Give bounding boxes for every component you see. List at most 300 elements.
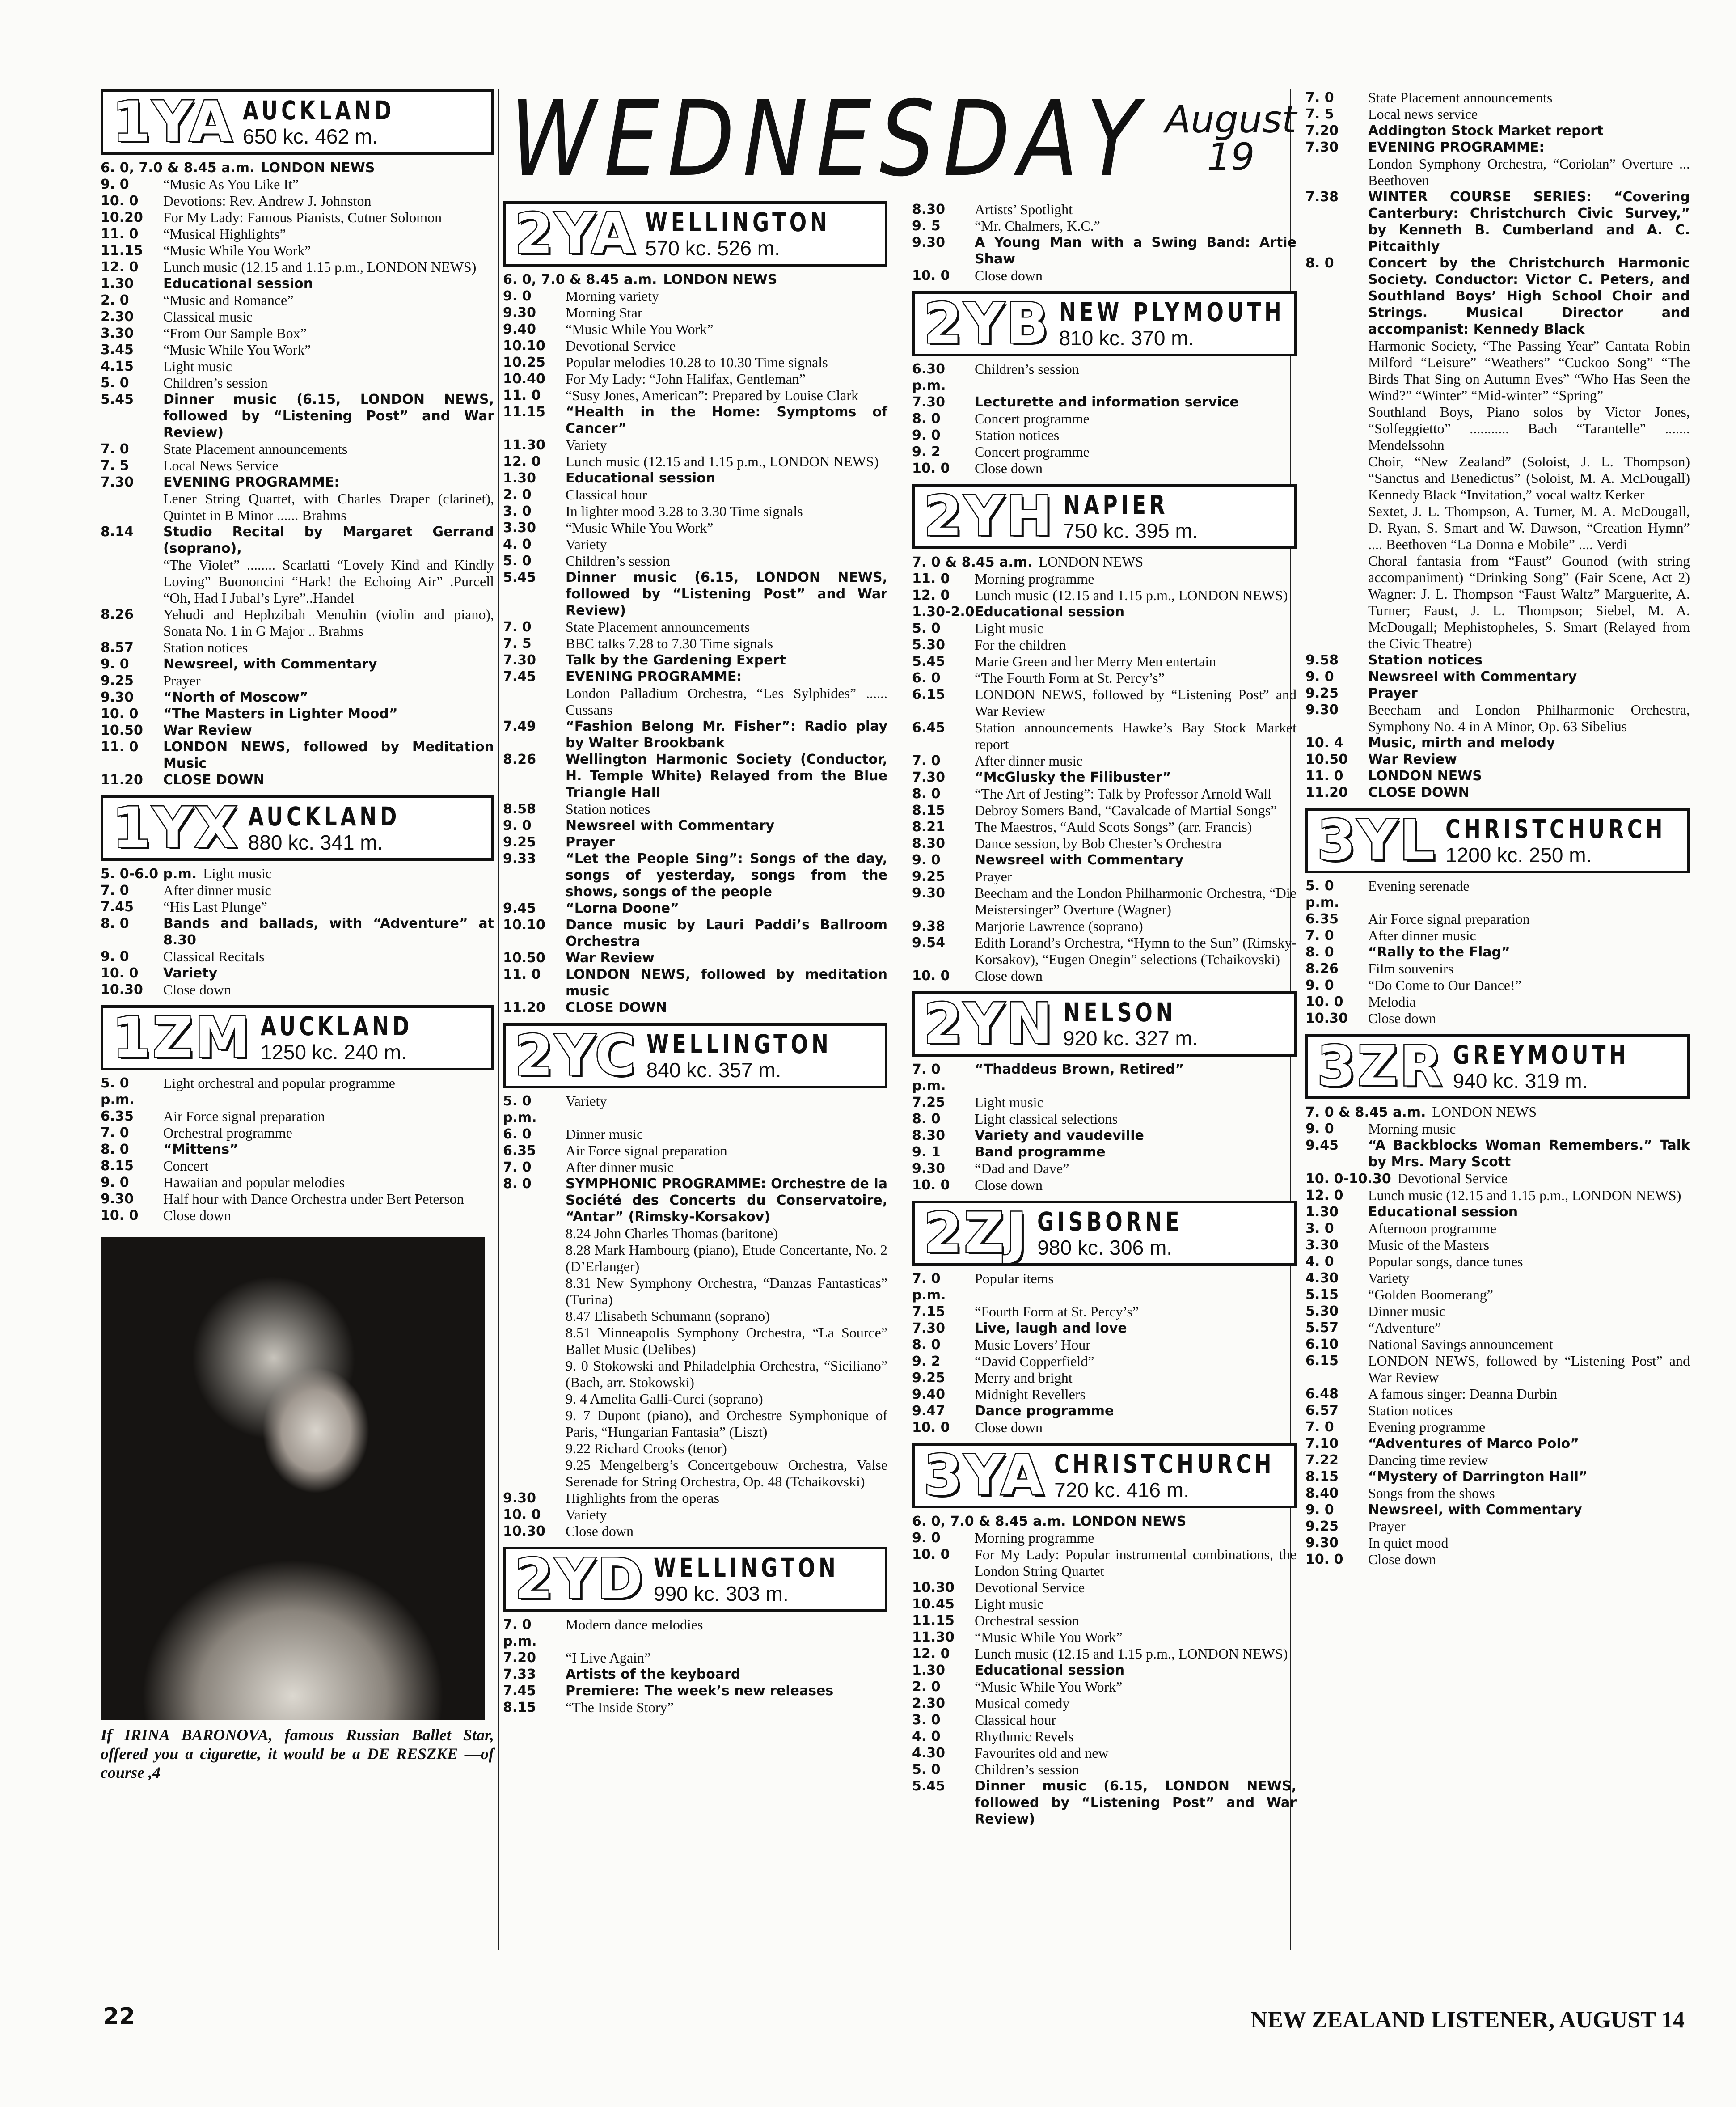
programme-time: 7.38 bbox=[1305, 189, 1339, 205]
programme-description: Marie Green and her Merry Men entertain bbox=[975, 653, 1216, 669]
station-call-sign: 2YA bbox=[515, 202, 637, 266]
programme-description: Rhythmic Revels bbox=[975, 1728, 1074, 1744]
programme-row bbox=[912, 1386, 1297, 1403]
programme-time: 8.58 bbox=[503, 801, 536, 817]
programme-time: 7.15 bbox=[912, 1304, 946, 1320]
programme-list bbox=[1305, 1104, 1690, 1568]
programme-row bbox=[912, 1629, 1297, 1646]
programme-description: A Young Man with a Swing Band: Artie Shaw bbox=[975, 235, 1297, 267]
programme-description: Classical music bbox=[163, 309, 253, 325]
programme-row bbox=[1305, 1237, 1690, 1253]
station-header bbox=[912, 1201, 1297, 1266]
programme-row bbox=[503, 1523, 887, 1540]
programme-description: “Music While You Work” bbox=[975, 1629, 1123, 1645]
programme-time bbox=[503, 1440, 566, 1457]
programme-description: Hawaiian and popular melodies bbox=[163, 1174, 345, 1190]
programme-time: 10. 0 bbox=[912, 1420, 950, 1435]
programme-row bbox=[1305, 89, 1690, 106]
programme-row bbox=[912, 918, 1297, 935]
programme-description: London Symphony Orchestra, “Coriolan” Overture ... Beethoven bbox=[1368, 156, 1690, 188]
programme-row bbox=[1305, 1303, 1690, 1320]
programme-description: LONDON NEWS bbox=[1072, 1514, 1187, 1529]
station-city: NAPIER bbox=[1063, 489, 1169, 520]
programme-row bbox=[1305, 156, 1690, 189]
programme-description: Marjorie Lawrence (soprano) bbox=[975, 918, 1143, 934]
date-label bbox=[1165, 97, 1297, 179]
programme-time: 7.10 bbox=[1305, 1436, 1339, 1451]
programme-description: Variety bbox=[163, 965, 218, 981]
programme-row bbox=[503, 1683, 887, 1699]
programme-description: Close down bbox=[1368, 1010, 1436, 1026]
programme-description: Classical hour bbox=[975, 1712, 1056, 1728]
programme-description: Variety bbox=[566, 1506, 607, 1523]
programme-list bbox=[101, 159, 494, 788]
programme-description: LONDON NEWS, followed by Meditation Music bbox=[163, 739, 494, 771]
programme-time: 5.45 bbox=[503, 570, 536, 585]
programme-description: Lener String Quartet, with Charles Draper (clarinet), Quintet in B Minor ...... Brahms bbox=[163, 491, 494, 523]
programme-description: Local news service bbox=[1368, 106, 1478, 122]
programme-row bbox=[503, 817, 887, 834]
programme-time: 9. 0 bbox=[912, 427, 941, 443]
programme-list bbox=[503, 271, 887, 1016]
programme-description: Children’s session bbox=[163, 375, 268, 391]
programme-description: Close down bbox=[975, 460, 1043, 476]
programme-description: Light classical selections bbox=[975, 1111, 1118, 1127]
programme-row bbox=[101, 965, 494, 982]
programme-description: Dinner music (6.15, LONDON NEWS, followed by “Listening Post” and War Review) bbox=[566, 570, 887, 618]
programme-description: War Review bbox=[1368, 752, 1457, 767]
programme-time: 7.30 bbox=[912, 394, 946, 410]
station-city: NEW PLYMOUTH bbox=[1059, 296, 1285, 327]
programme-list bbox=[1305, 878, 1690, 1027]
programme-description: Choral fantasia from “Faust” Gounod (with string accompaniment) “Drinking Song” (Fair Scene, Act 2) Wagner: J. L. Thompson “Faust Waltz” Marguerite, A. Turner; Faust, J. L. Thompson; Siebel, M. A. McDougall; Mephistopheles, S. Smart (Relayed from the Civic Theatre) bbox=[1368, 553, 1690, 652]
programme-time: 1.30-2.0 bbox=[912, 604, 975, 620]
programme-description: “His Last Plunge” bbox=[163, 899, 267, 915]
programme-row bbox=[503, 1391, 887, 1407]
programme-time bbox=[503, 1225, 566, 1242]
programme-row bbox=[1305, 977, 1690, 994]
advert-mark: ,4 bbox=[148, 1764, 161, 1781]
programme-time: 9. 2 bbox=[912, 444, 941, 460]
programme-row bbox=[101, 1207, 494, 1224]
programme-time: 1.30 bbox=[503, 470, 536, 486]
programme-description: Modern dance melodies bbox=[566, 1616, 703, 1633]
programme-time: 6. 0 bbox=[503, 1126, 532, 1142]
programme-time: 3. 0 bbox=[1305, 1221, 1334, 1236]
programme-time bbox=[503, 1242, 566, 1275]
programme-time: 9.30 bbox=[912, 235, 946, 250]
programme-description: “Music and Romance” bbox=[163, 292, 294, 308]
programme-time: 7.20 bbox=[1305, 123, 1339, 139]
programme-row bbox=[503, 1666, 887, 1683]
programme-description: Educational session bbox=[1368, 1204, 1518, 1220]
programme-time: 9. 0 bbox=[1305, 977, 1334, 993]
programme-description: State Placement announcements bbox=[1368, 89, 1553, 106]
programme-time: 11. 0 bbox=[503, 388, 541, 403]
station-3ya-continued bbox=[1305, 89, 1690, 801]
programme-time: 10. 0 bbox=[912, 461, 950, 476]
programme-description: “Fashion Belong Mr. Fisher”: Radio play by Walter Brookbank bbox=[566, 719, 887, 751]
programme-row bbox=[1305, 735, 1690, 751]
programme-time: 8.15 bbox=[1305, 1469, 1339, 1485]
programme-time: 7. 0 bbox=[503, 1159, 532, 1175]
programme-time: 6.10 bbox=[1305, 1337, 1339, 1352]
programme-description: “Mystery of Darrington Hall” bbox=[1368, 1469, 1588, 1485]
advert-caption bbox=[101, 1726, 494, 1782]
programme-time: 7.30 bbox=[101, 474, 134, 490]
station-frequency: 720 kc. 416 m. bbox=[1054, 1478, 1189, 1502]
programme-description: “David Copperfield” bbox=[975, 1353, 1094, 1369]
programme-description: “I Live Again” bbox=[566, 1650, 651, 1666]
column-3 bbox=[912, 197, 1297, 1835]
programme-time: 6.15 bbox=[912, 687, 946, 702]
programme-time: 10.30 bbox=[101, 982, 143, 998]
station-2yd bbox=[503, 1547, 887, 1716]
programme-description: “Adventure” bbox=[1368, 1320, 1441, 1336]
programme-time: 7. 0 bbox=[101, 1125, 129, 1141]
programme-row bbox=[101, 259, 494, 275]
programme-time: 11.15 bbox=[912, 1613, 955, 1629]
programme-description: BBC talks 7.28 to 7.30 Time signals bbox=[566, 635, 773, 652]
programme-time: 9. 0 bbox=[1305, 1121, 1334, 1137]
programme-list bbox=[101, 1075, 494, 1224]
advert-caption-text: If IRINA BARONOVA, famous Russian Ballet Star, offered you a cigarette, it would be a DE RESZKE —of course bbox=[101, 1726, 494, 1781]
programme-time: 11.20 bbox=[1305, 785, 1348, 800]
programme-time: 9.30 bbox=[503, 1490, 536, 1506]
programme-time: 8. 0 bbox=[912, 1111, 941, 1127]
programme-time: 5.30 bbox=[912, 637, 946, 653]
programme-description: Prayer bbox=[566, 834, 615, 850]
programme-description: “Fourth Form at St. Percy’s” bbox=[975, 1303, 1139, 1320]
programme-time: 7.30 bbox=[912, 1320, 946, 1336]
station-header bbox=[101, 795, 494, 861]
programme-row bbox=[101, 159, 494, 176]
programme-description: “Golden Boomerang” bbox=[1368, 1286, 1493, 1303]
programme-row bbox=[503, 1457, 887, 1490]
programme-row bbox=[912, 620, 1297, 637]
programme-description: 9. 0 Stokowski and Philadelphia Orchestra, “Siciliano” (Bach, arr. Stokowski) bbox=[566, 1358, 887, 1390]
programme-time: 8. 0 bbox=[912, 411, 941, 427]
programme-row bbox=[101, 176, 494, 193]
station-info bbox=[1451, 1041, 1687, 1092]
programme-time: 11.30 bbox=[912, 1629, 955, 1645]
station-info bbox=[1052, 1450, 1337, 1501]
station-city: WELLINGTON bbox=[654, 1552, 839, 1583]
programme-row bbox=[912, 1596, 1297, 1612]
station-call-sign: 1YX bbox=[112, 796, 239, 860]
programme-description: Music Lovers’ Hour bbox=[975, 1337, 1090, 1353]
programme-description: Station notices bbox=[163, 639, 248, 656]
programme-time: 8.26 bbox=[1305, 961, 1339, 977]
station-1ya bbox=[101, 89, 494, 788]
programme-row bbox=[503, 371, 887, 387]
station-call-sign: 1ZM bbox=[112, 1006, 252, 1070]
programme-time: 10. 0 bbox=[912, 1547, 950, 1562]
programme-time: 9.47 bbox=[912, 1403, 946, 1419]
programme-time: 9.40 bbox=[503, 322, 536, 337]
programme-row bbox=[503, 1490, 887, 1506]
programme-row bbox=[912, 1127, 1297, 1144]
programme-row bbox=[912, 1177, 1297, 1193]
programme-row bbox=[912, 1370, 1297, 1386]
programme-row bbox=[503, 1225, 887, 1242]
programme-description: Children’s session bbox=[566, 553, 670, 569]
programme-time: 6.15 bbox=[1305, 1353, 1339, 1369]
programme-description: Lunch music (12.15 and 1.15 p.m., LONDON NEWS) bbox=[1368, 1187, 1681, 1203]
station-1yx bbox=[101, 795, 494, 998]
programme-description: LONDON NEWS bbox=[1432, 1104, 1537, 1120]
programme-description: For My Lady: Famous Pianists, Cutner Solomon bbox=[163, 209, 442, 225]
programme-row bbox=[912, 1612, 1297, 1629]
programme-time: 9. 0 bbox=[101, 177, 129, 192]
programme-time bbox=[101, 491, 163, 524]
programme-description: Classical hour bbox=[566, 487, 647, 503]
programme-row bbox=[912, 587, 1297, 604]
station-call-sign: 3YL bbox=[1317, 808, 1437, 873]
programme-row bbox=[1305, 702, 1690, 735]
programme-row bbox=[912, 968, 1297, 984]
station-frequency: 920 kc. 327 m. bbox=[1063, 1026, 1198, 1050]
programme-time: 10.50 bbox=[1305, 752, 1348, 767]
programme-row bbox=[101, 342, 494, 358]
programme-time: 9.25 bbox=[1305, 1519, 1339, 1534]
station-city: GREYMOUTH bbox=[1453, 1039, 1630, 1070]
programme-description: After dinner music bbox=[566, 1159, 674, 1175]
programme-row bbox=[1305, 1502, 1690, 1518]
programme-time: 7. 0 bbox=[912, 753, 941, 769]
programme-description: Close down bbox=[975, 968, 1043, 984]
programme-description: Devotional Service bbox=[975, 1579, 1085, 1595]
programme-description: Morning programme bbox=[975, 1530, 1094, 1546]
programme-description: Local News Service bbox=[163, 457, 279, 474]
station-city: NELSON bbox=[1063, 997, 1177, 1028]
programme-description: Variety and vaudeville bbox=[975, 1128, 1144, 1143]
programme-time: 9. 0 bbox=[101, 656, 129, 672]
programme-row bbox=[503, 850, 887, 900]
programme-row bbox=[101, 1191, 494, 1207]
programme-row bbox=[1305, 106, 1690, 123]
programme-description: War Review bbox=[566, 950, 655, 966]
programme-description: Close down bbox=[975, 267, 1043, 283]
programme-description: Variety bbox=[566, 536, 607, 552]
programme-row bbox=[101, 358, 494, 375]
programme-description: For My Lady: Popular instrumental combinations, the London String Quartet bbox=[975, 1546, 1297, 1579]
programme-time: 6.35 bbox=[1305, 911, 1339, 927]
programme-row bbox=[1305, 927, 1690, 944]
programme-description: Addington Stock Market report bbox=[1368, 123, 1604, 139]
programme-row bbox=[1305, 1535, 1690, 1551]
programme-time: 10.10 bbox=[503, 917, 545, 933]
programme-description: EVENING PROGRAMME: bbox=[163, 474, 340, 490]
programme-time bbox=[1305, 404, 1368, 453]
programme-time: 9.45 bbox=[1305, 1138, 1339, 1153]
programme-description: Morning programme bbox=[975, 571, 1094, 587]
programme-row bbox=[912, 444, 1297, 460]
programme-description: Lecturette and information service bbox=[975, 394, 1239, 410]
programme-description: State Placement announcements bbox=[163, 441, 348, 457]
programme-description: 8.47 Elisabeth Schumann (soprano) bbox=[566, 1308, 770, 1324]
station-3ya bbox=[912, 1443, 1297, 1828]
programme-row bbox=[1305, 1435, 1690, 1452]
programme-row bbox=[503, 1699, 887, 1716]
programme-time: 9. 0 bbox=[912, 1530, 941, 1546]
station-info bbox=[643, 208, 885, 259]
programme-description: Prayer bbox=[975, 868, 1012, 884]
programme-description: Film souvenirs bbox=[1368, 960, 1454, 977]
programme-row bbox=[101, 557, 494, 606]
station-frequency: 1250 kc. 240 m. bbox=[260, 1040, 407, 1064]
programme-time: 6. 0, 7.0 & 8.45 a.m. bbox=[503, 272, 657, 288]
programme-description: Songs from the shows bbox=[1368, 1485, 1495, 1501]
programme-row bbox=[503, 1324, 887, 1358]
station-1zm bbox=[101, 1005, 494, 1224]
programme-row bbox=[912, 1662, 1297, 1679]
station-header bbox=[912, 1443, 1297, 1508]
programme-row bbox=[503, 1616, 887, 1650]
station-frequency: 1200 kc. 250 m. bbox=[1445, 843, 1592, 867]
programme-list bbox=[503, 1616, 887, 1716]
programme-description: “Music While You Work” bbox=[566, 520, 714, 536]
programme-row bbox=[503, 1440, 887, 1457]
programme-row bbox=[1305, 338, 1690, 404]
station-3zr bbox=[1305, 1034, 1690, 1568]
programme-row bbox=[101, 1075, 494, 1108]
programme-time: 5.45 bbox=[912, 654, 946, 669]
programme-time: 11. 0 bbox=[912, 571, 950, 587]
station-header bbox=[503, 201, 887, 267]
station-call-sign: 2YD bbox=[515, 1547, 645, 1612]
programme-time: 9. 0 bbox=[1305, 669, 1334, 685]
programme-row bbox=[101, 325, 494, 342]
programme-row bbox=[503, 966, 887, 999]
station-2yc bbox=[503, 1023, 887, 1540]
programme-time: 7.20 bbox=[503, 1650, 536, 1666]
programme-description: Lunch music (12.15 and 1.15 p.m., LONDON NEWS) bbox=[566, 453, 879, 470]
programme-row bbox=[503, 470, 887, 487]
programme-row bbox=[912, 267, 1297, 284]
programme-description: Afternoon programme bbox=[1368, 1220, 1497, 1236]
programme-time bbox=[503, 1457, 566, 1490]
programme-row bbox=[503, 553, 887, 569]
programme-description: Close down bbox=[1368, 1551, 1436, 1567]
station-call-sign: 3ZR bbox=[1317, 1034, 1444, 1099]
programme-row bbox=[101, 606, 494, 639]
programme-row bbox=[1305, 1104, 1690, 1121]
programme-row bbox=[912, 460, 1297, 477]
programme-row bbox=[503, 1407, 887, 1440]
programme-description: Popular items bbox=[975, 1270, 1054, 1286]
station-info bbox=[1061, 491, 1294, 542]
programme-row bbox=[1305, 123, 1690, 139]
programme-time: 5. 0-6.0 p.m. bbox=[101, 866, 197, 882]
programme-description: Children’s session bbox=[975, 361, 1079, 377]
programme-description: Educational session bbox=[975, 1663, 1125, 1678]
programme-time: 8.21 bbox=[912, 819, 946, 835]
programme-description: “Mittens” bbox=[163, 1142, 238, 1157]
programme-row bbox=[1305, 1010, 1690, 1027]
station-call-sign: 2YN bbox=[924, 992, 1054, 1056]
programme-description: Wellington Harmonic Society (Conductor, H. Temple White) Relayed from the Blue Triangle Hall bbox=[566, 752, 887, 800]
programme-time: 8.15 bbox=[101, 1158, 134, 1174]
programme-time: 9.30 bbox=[503, 305, 536, 321]
programme-time: 6.45 bbox=[912, 720, 946, 736]
programme-description: “Music As You Like It” bbox=[163, 176, 299, 192]
programme-row bbox=[912, 852, 1297, 868]
programme-row bbox=[503, 685, 887, 718]
programme-list bbox=[912, 1270, 1297, 1436]
programme-description: Station notices bbox=[975, 427, 1060, 443]
programme-time: 11.30 bbox=[503, 437, 545, 453]
programme-description: “Let the People Sing”: Songs of the day, songs of yesterday, songs from the shows, songs of the people bbox=[566, 851, 887, 900]
programme-list bbox=[912, 554, 1297, 984]
programme-description: After dinner music bbox=[163, 882, 271, 898]
programme-row bbox=[912, 802, 1297, 819]
programme-row bbox=[503, 536, 887, 553]
programme-row bbox=[1305, 453, 1690, 503]
programme-description: Morning music bbox=[1368, 1121, 1456, 1137]
programme-description: Merry and bright bbox=[975, 1370, 1073, 1386]
programme-row bbox=[1305, 404, 1690, 453]
programme-row bbox=[101, 882, 494, 899]
programme-description: WINTER COURSE SERIES: “Covering Canterbury: Christchurch Civic Survey,” by Kenneth B. Cumberland and A. C. Pitcaithly bbox=[1368, 189, 1690, 254]
programme-time: 8. 0 bbox=[101, 1142, 129, 1157]
programme-time: 5. 0 p.m. bbox=[503, 1093, 537, 1125]
programme-row bbox=[1305, 255, 1690, 338]
programme-time: 5. 0 bbox=[912, 1762, 941, 1777]
programme-time: 9.25 bbox=[503, 834, 536, 850]
programme-time: 7.30 bbox=[503, 652, 536, 668]
station-header bbox=[503, 1547, 887, 1612]
station-call-sign: 2YH bbox=[924, 484, 1054, 549]
programme-row bbox=[101, 772, 494, 788]
programme-time: 12. 0 bbox=[912, 588, 950, 603]
programme-description: EVENING PROGRAMME: bbox=[1368, 140, 1545, 155]
programme-row bbox=[503, 305, 887, 321]
programme-row bbox=[101, 948, 494, 965]
programme-row bbox=[503, 1142, 887, 1159]
programme-row bbox=[1305, 553, 1690, 652]
programme-time: 8.26 bbox=[503, 752, 536, 767]
programme-time bbox=[1305, 553, 1368, 652]
programme-row bbox=[912, 571, 1297, 587]
programme-row bbox=[912, 1695, 1297, 1712]
programme-time: 7. 0 p.m. bbox=[912, 1062, 946, 1094]
programme-row bbox=[912, 769, 1297, 786]
programme-description: Morning variety bbox=[566, 288, 659, 304]
programme-time: 3.45 bbox=[101, 342, 134, 358]
programme-row bbox=[101, 1174, 494, 1191]
programme-time: 9.33 bbox=[503, 851, 536, 867]
station-2yh bbox=[912, 484, 1297, 984]
programme-description: Light music bbox=[203, 865, 272, 881]
programme-time: 5. 0 bbox=[503, 553, 532, 569]
programme-description: 9.25 Mengelberg’s Concertgebouw Orchestra, Valse Serenade for String Orchestra, Op. 48 (Tchaikovski) bbox=[566, 1457, 887, 1489]
programme-row bbox=[503, 520, 887, 536]
programme-row bbox=[1305, 652, 1690, 668]
programme-list bbox=[101, 865, 494, 998]
programme-time: 11.20 bbox=[503, 1000, 545, 1015]
programme-row bbox=[1305, 1320, 1690, 1336]
programme-time: 6.30 p.m. bbox=[912, 361, 946, 393]
programme-time: 8.15 bbox=[503, 1700, 536, 1715]
programme-time: 1.30 bbox=[101, 276, 134, 292]
programme-time: 8. 0 bbox=[912, 1337, 941, 1353]
station-frequency: 940 kc. 319 m. bbox=[1453, 1069, 1588, 1092]
programme-description: After dinner music bbox=[975, 753, 1083, 769]
programme-time: 12. 0 bbox=[912, 1646, 950, 1662]
programme-time: 11. 0 bbox=[101, 739, 139, 755]
programme-description: Air Force signal preparation bbox=[566, 1142, 727, 1159]
